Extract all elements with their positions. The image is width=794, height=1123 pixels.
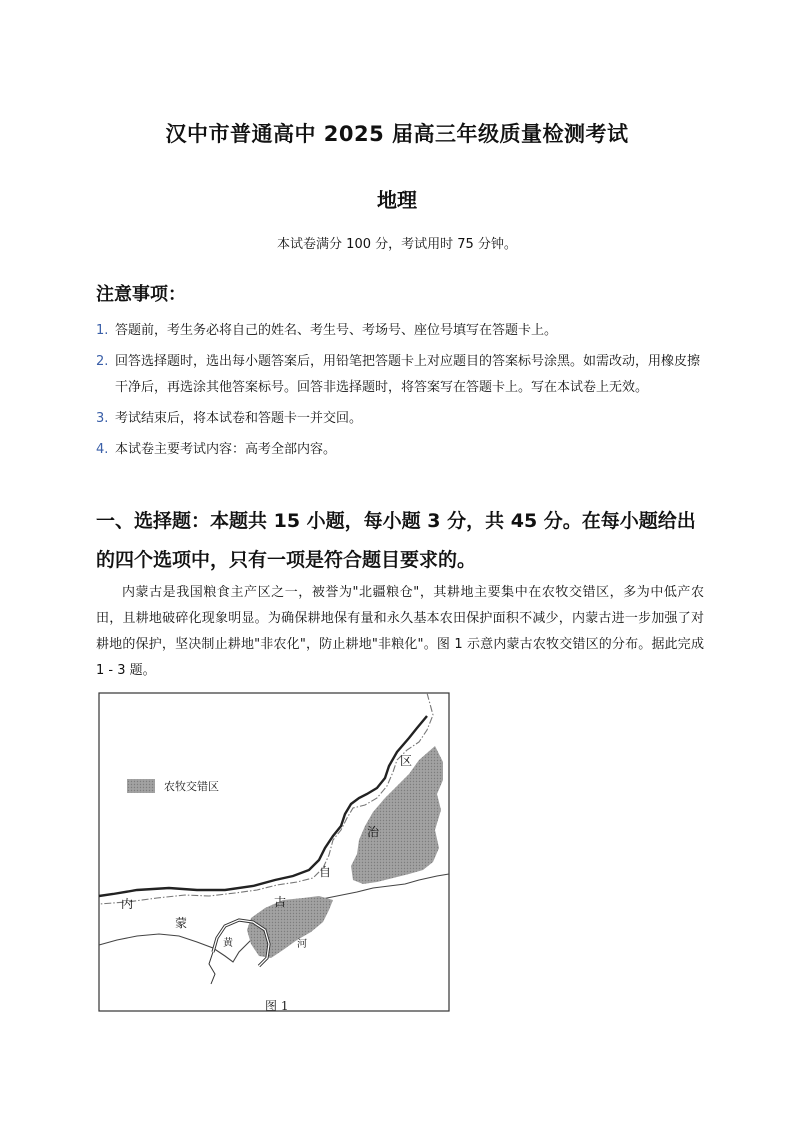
notice-text: 答题前，考生务必将自己的姓名、考生号、考场号、座位号填写在答题卡上。 (115, 323, 558, 338)
region-char: 自 (319, 865, 332, 879)
exam-meta: 本试卷满分 100 分，考试用时 75 分钟。 (277, 237, 517, 252)
map-figure (97, 690, 451, 1016)
region-char: 内 (121, 897, 134, 911)
region-char: 区 (400, 754, 413, 768)
section-heading: 一、选择题：本题共 15 小题，每小题 3 分，共 45 分。在每小题给出的四个选项中，只有一项是符合题目要求的。 (96, 510, 696, 571)
notice-item (96, 406, 706, 432)
river-char: 河 (297, 939, 307, 950)
river-char: 黄 (223, 938, 233, 949)
notice-number: 3. (96, 411, 109, 426)
notice-number: 4. (96, 442, 109, 457)
legend-swatch (127, 779, 155, 793)
notice-heading: 注意事项： (96, 284, 186, 305)
notice-item (96, 349, 706, 401)
notice-text: 本试卷主要考试内容：高考全部内容。 (115, 442, 337, 457)
region-char: 治 (367, 825, 380, 839)
notice-item (96, 318, 706, 344)
subject-title: 地理 (377, 188, 417, 212)
notice-item (96, 437, 706, 463)
figure-caption: 图 1 (265, 999, 289, 1013)
question-passage: 内蒙古是我国粮食主产区之一，被誉为"北疆粮仓"，其耕地主要集中在农牧交错区，多为中低产农田，且耕地破碎化现象明显。为确保耕地保有量和永久基本农田保护面积不减少，内蒙古进一步加强了对耕地的保护，坚决制止耕地"非农化"，防止耕地"非粮化"。图 1 示意内蒙古农牧交错区的分布。据此完成 1 - 3 题。 (96, 585, 704, 678)
region-char: 蒙 (175, 916, 188, 930)
notice-number: 2. (96, 354, 109, 369)
notice-text: 考试结束后，将本试卷和答题卡一并交回。 (115, 411, 363, 426)
legend-label: 农牧交错区 (164, 780, 219, 793)
notice-number: 1. (96, 323, 109, 338)
exam-title: 汉中市普通高中 2025 届高三年级质量检测考试 (165, 122, 629, 146)
notice-list (96, 318, 706, 468)
notice-text: 回答选择题时，选出每小题答案后，用铅笔把答题卡上对应题目的答案标号涂黑。如需改动，用橡皮擦干净后，再选涂其他答案标号。回答非选择题时，将答案写在答题卡上。写在本试卷上无效。 (115, 354, 701, 395)
inner-mongolia-map (97, 690, 451, 1016)
region-char: 古 (274, 895, 287, 909)
